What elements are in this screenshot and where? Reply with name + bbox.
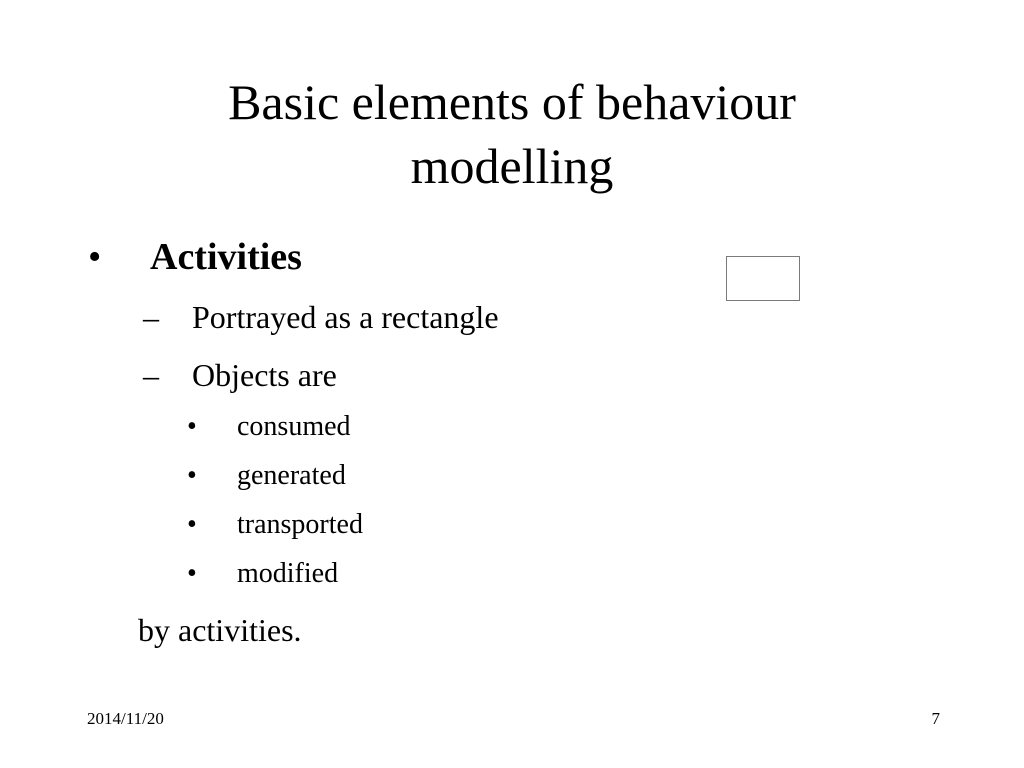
footer-date: 2014/11/20 [87, 709, 164, 728]
subitem-objects-are-text: Objects are [192, 357, 337, 393]
bullet-marker: • [187, 509, 197, 540]
activity-rectangle-example [726, 256, 800, 301]
subsubitem-consumed-text: consumed [237, 411, 351, 442]
dash-marker: – [143, 299, 159, 335]
bullet-marker: • [187, 558, 197, 589]
bullet-marker: • [187, 411, 197, 442]
subsubitem-generated-text: generated [237, 460, 346, 491]
subsubitem-modified-text: modified [237, 558, 339, 589]
bullet-marker: • [187, 460, 197, 491]
slide-title-line-2: modelling [410, 138, 614, 194]
bullet-activities-text: Activities [150, 236, 302, 278]
subsubitem-transported-text: transported [237, 509, 363, 540]
slide-title [60, 70, 964, 198]
dash-marker: – [143, 357, 159, 393]
slide-title-line-1: Basic elements of behaviour [228, 74, 796, 130]
footer-page-number: 7 [931, 709, 940, 728]
bullet-marker: • [88, 236, 102, 278]
subitem-portrayed-text: Portrayed as a rectangle [192, 299, 499, 335]
trailing-text: by activities. [138, 612, 302, 648]
